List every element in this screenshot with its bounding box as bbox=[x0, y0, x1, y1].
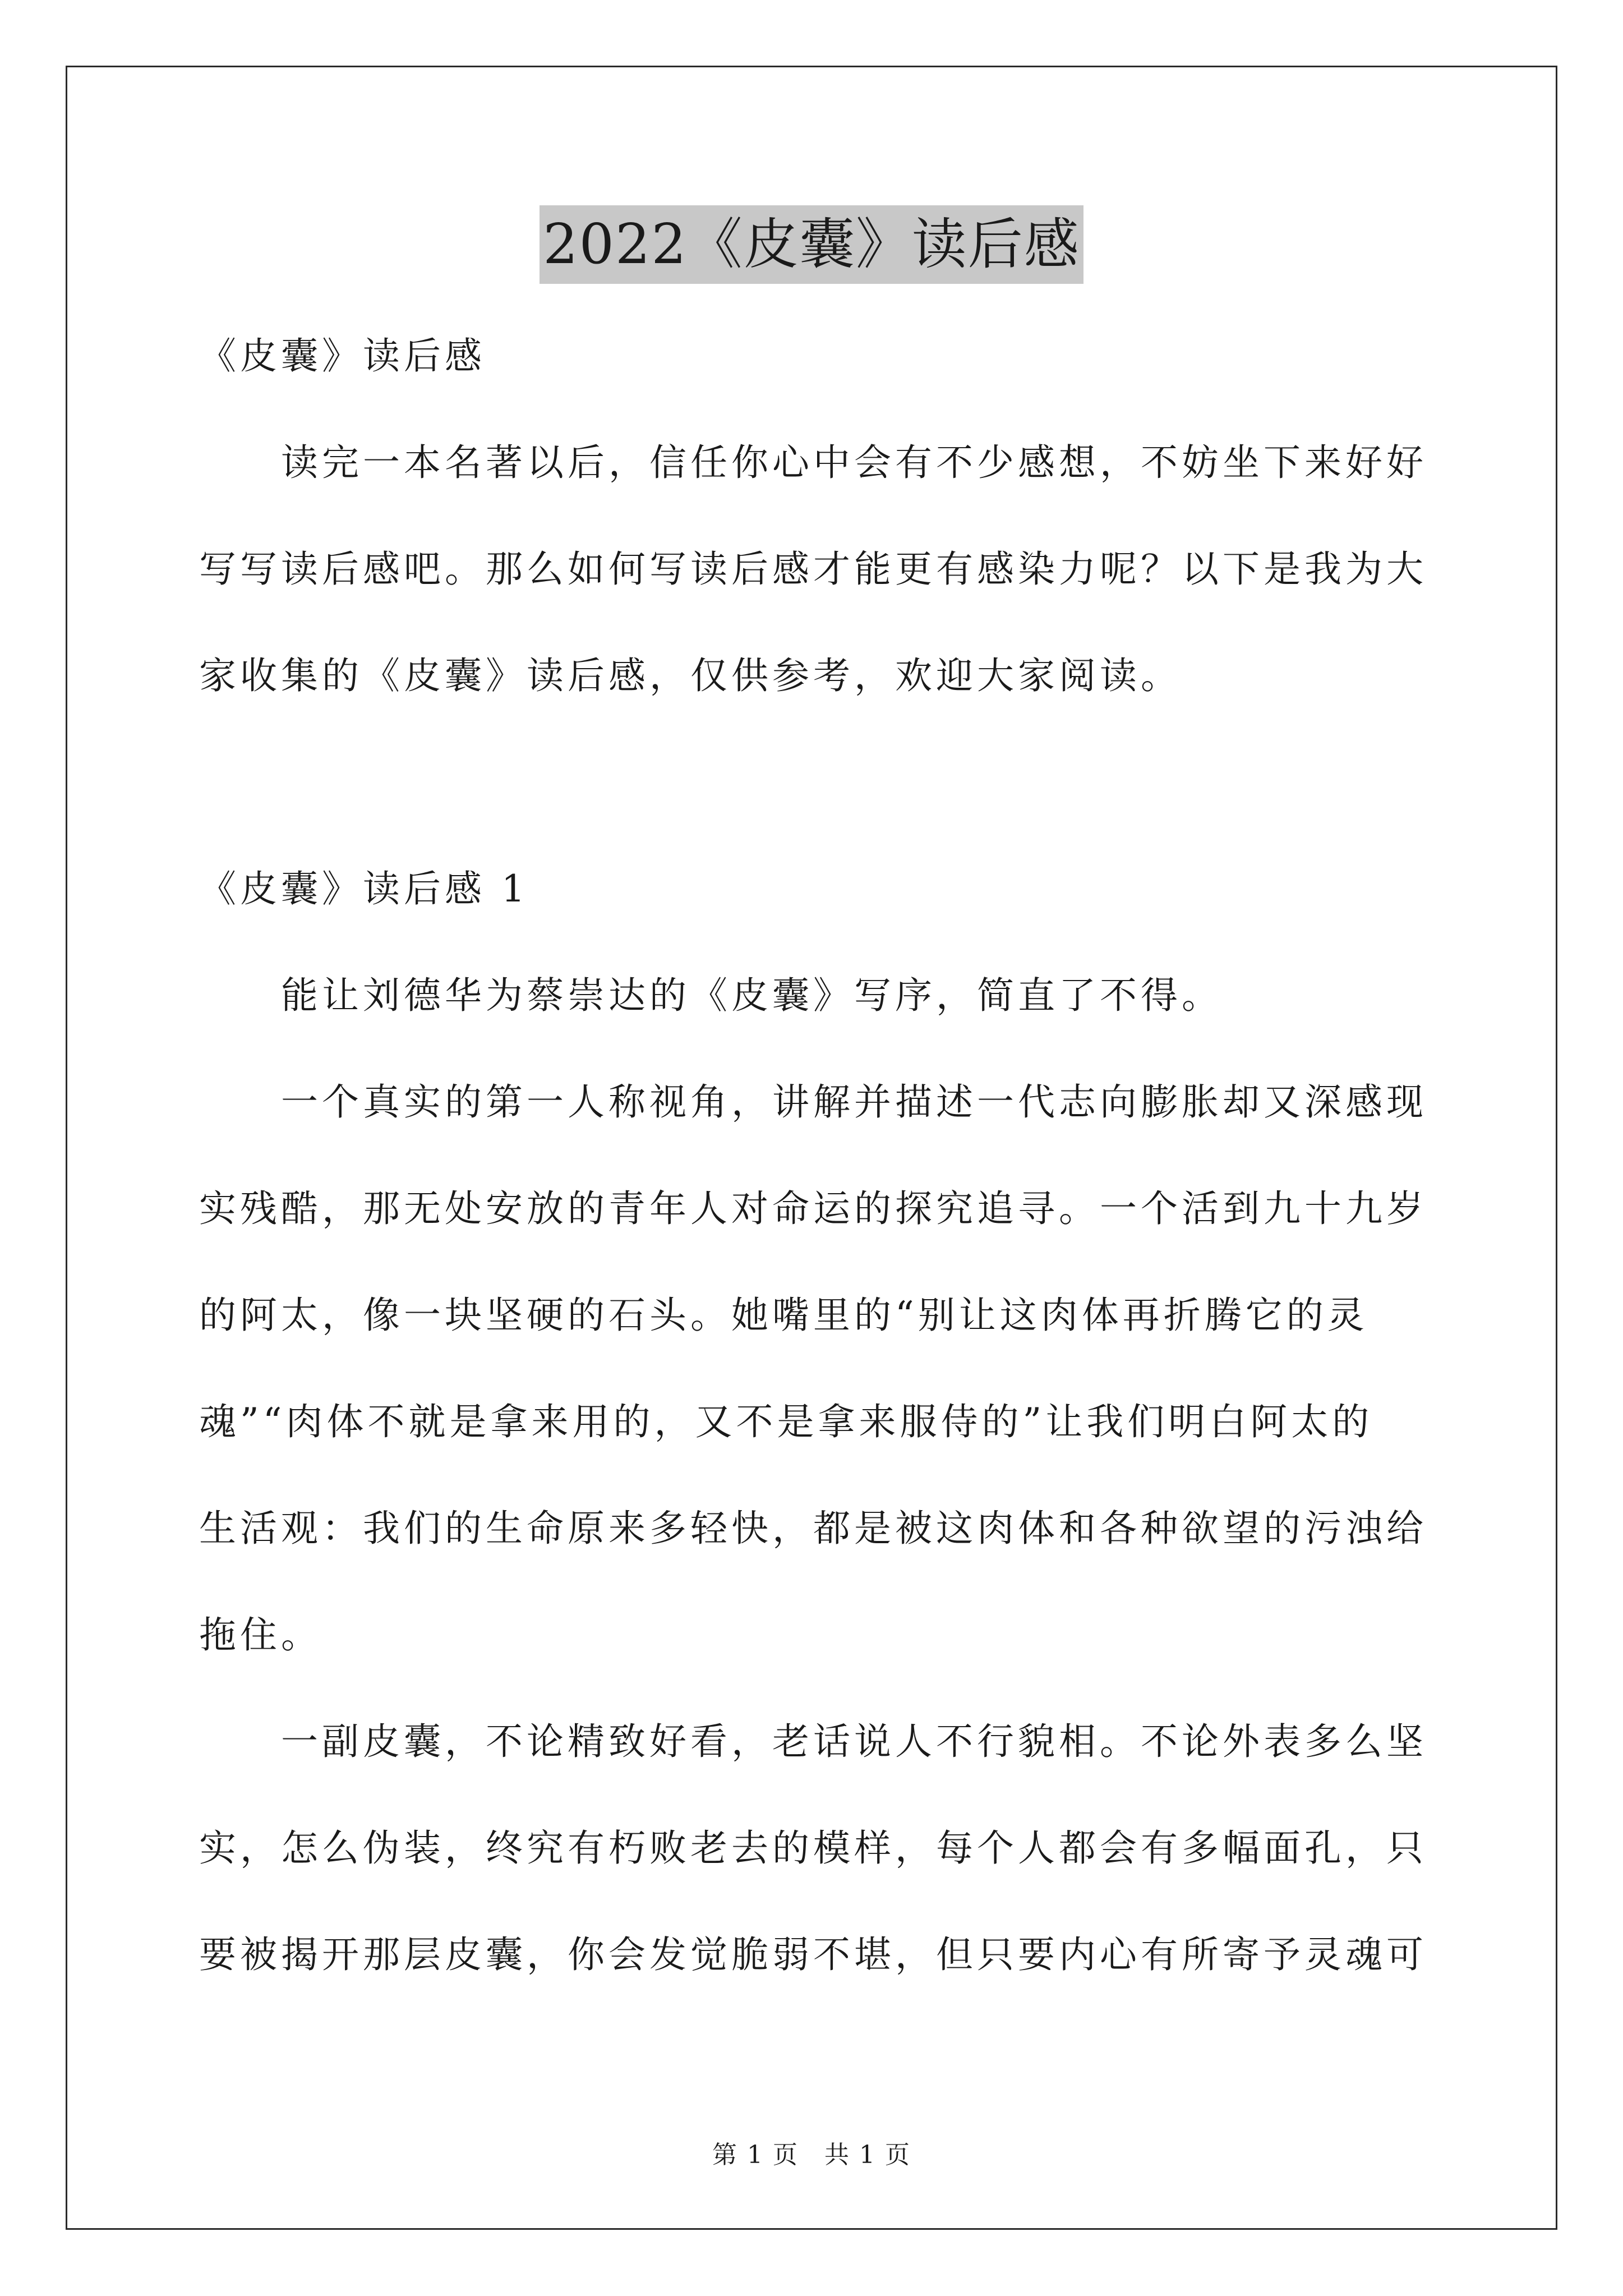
document-title-text: 2022《皮囊》读后感 bbox=[540, 205, 1083, 284]
page-number-footer: 第 1 页 共 1 页 bbox=[712, 2141, 911, 2169]
paragraph-line: 实残酷，那无处安放的青年人对命运的探究追寻。一个活到九十九岁 bbox=[199, 1187, 1427, 1230]
section-spacer bbox=[199, 729, 1430, 836]
paragraph-line: 能让刘德华为蔡崇达的《皮囊》写序，简直了不得。 bbox=[199, 974, 1223, 1017]
document-body bbox=[199, 303, 1430, 2008]
paragraph-line: 生活观：我们的生命原来多轻快，都是被这肉体和各种欲望的污浊给 bbox=[199, 1507, 1427, 1550]
paragraph-line: 拖住。 bbox=[199, 1613, 322, 1657]
paragraph-line: 要被揭开那层皮囊，你会发觉脆弱不堪，但只要内心有所寄予灵魂可 bbox=[199, 1933, 1427, 1976]
intro-line: 写写读后感吧。那么如何写读后感才能更有感染力呢？以下是我为大 bbox=[199, 547, 1427, 591]
paragraph-line: 的阿太，像一块坚硬的石头。她嘴里的“别让这肉体再折腾它的灵 bbox=[199, 1294, 1368, 1337]
intro-line: 家收集的《皮囊》读后感，仅供参考，欢迎大家阅读。 bbox=[199, 654, 1182, 697]
section-heading: 《皮囊》读后感 1 bbox=[199, 867, 529, 910]
subheading: 《皮囊》读后感 bbox=[199, 334, 486, 378]
document-title bbox=[0, 205, 1623, 296]
paragraph-line: 一副皮囊，不论精致好看，老话说人不行貌相。不论外表多么坚 bbox=[199, 1720, 1427, 1763]
paragraph-line: 实，怎么伪装，终究有朽败老去的模样，每个人都会有多幅面孔，只 bbox=[199, 1826, 1427, 1870]
paragraph-line: 魂”“肉体不就是拿来用的，又不是拿来服侍的”让我们明白阿太的 bbox=[199, 1400, 1373, 1443]
paragraph-line: 一个真实的第一人称视角，讲解并描述一代志向膨胀却又深感现 bbox=[199, 1080, 1427, 1124]
intro-line: 读完一本名著以后，信任你心中会有不少感想，不妨坐下来好好 bbox=[199, 441, 1427, 484]
